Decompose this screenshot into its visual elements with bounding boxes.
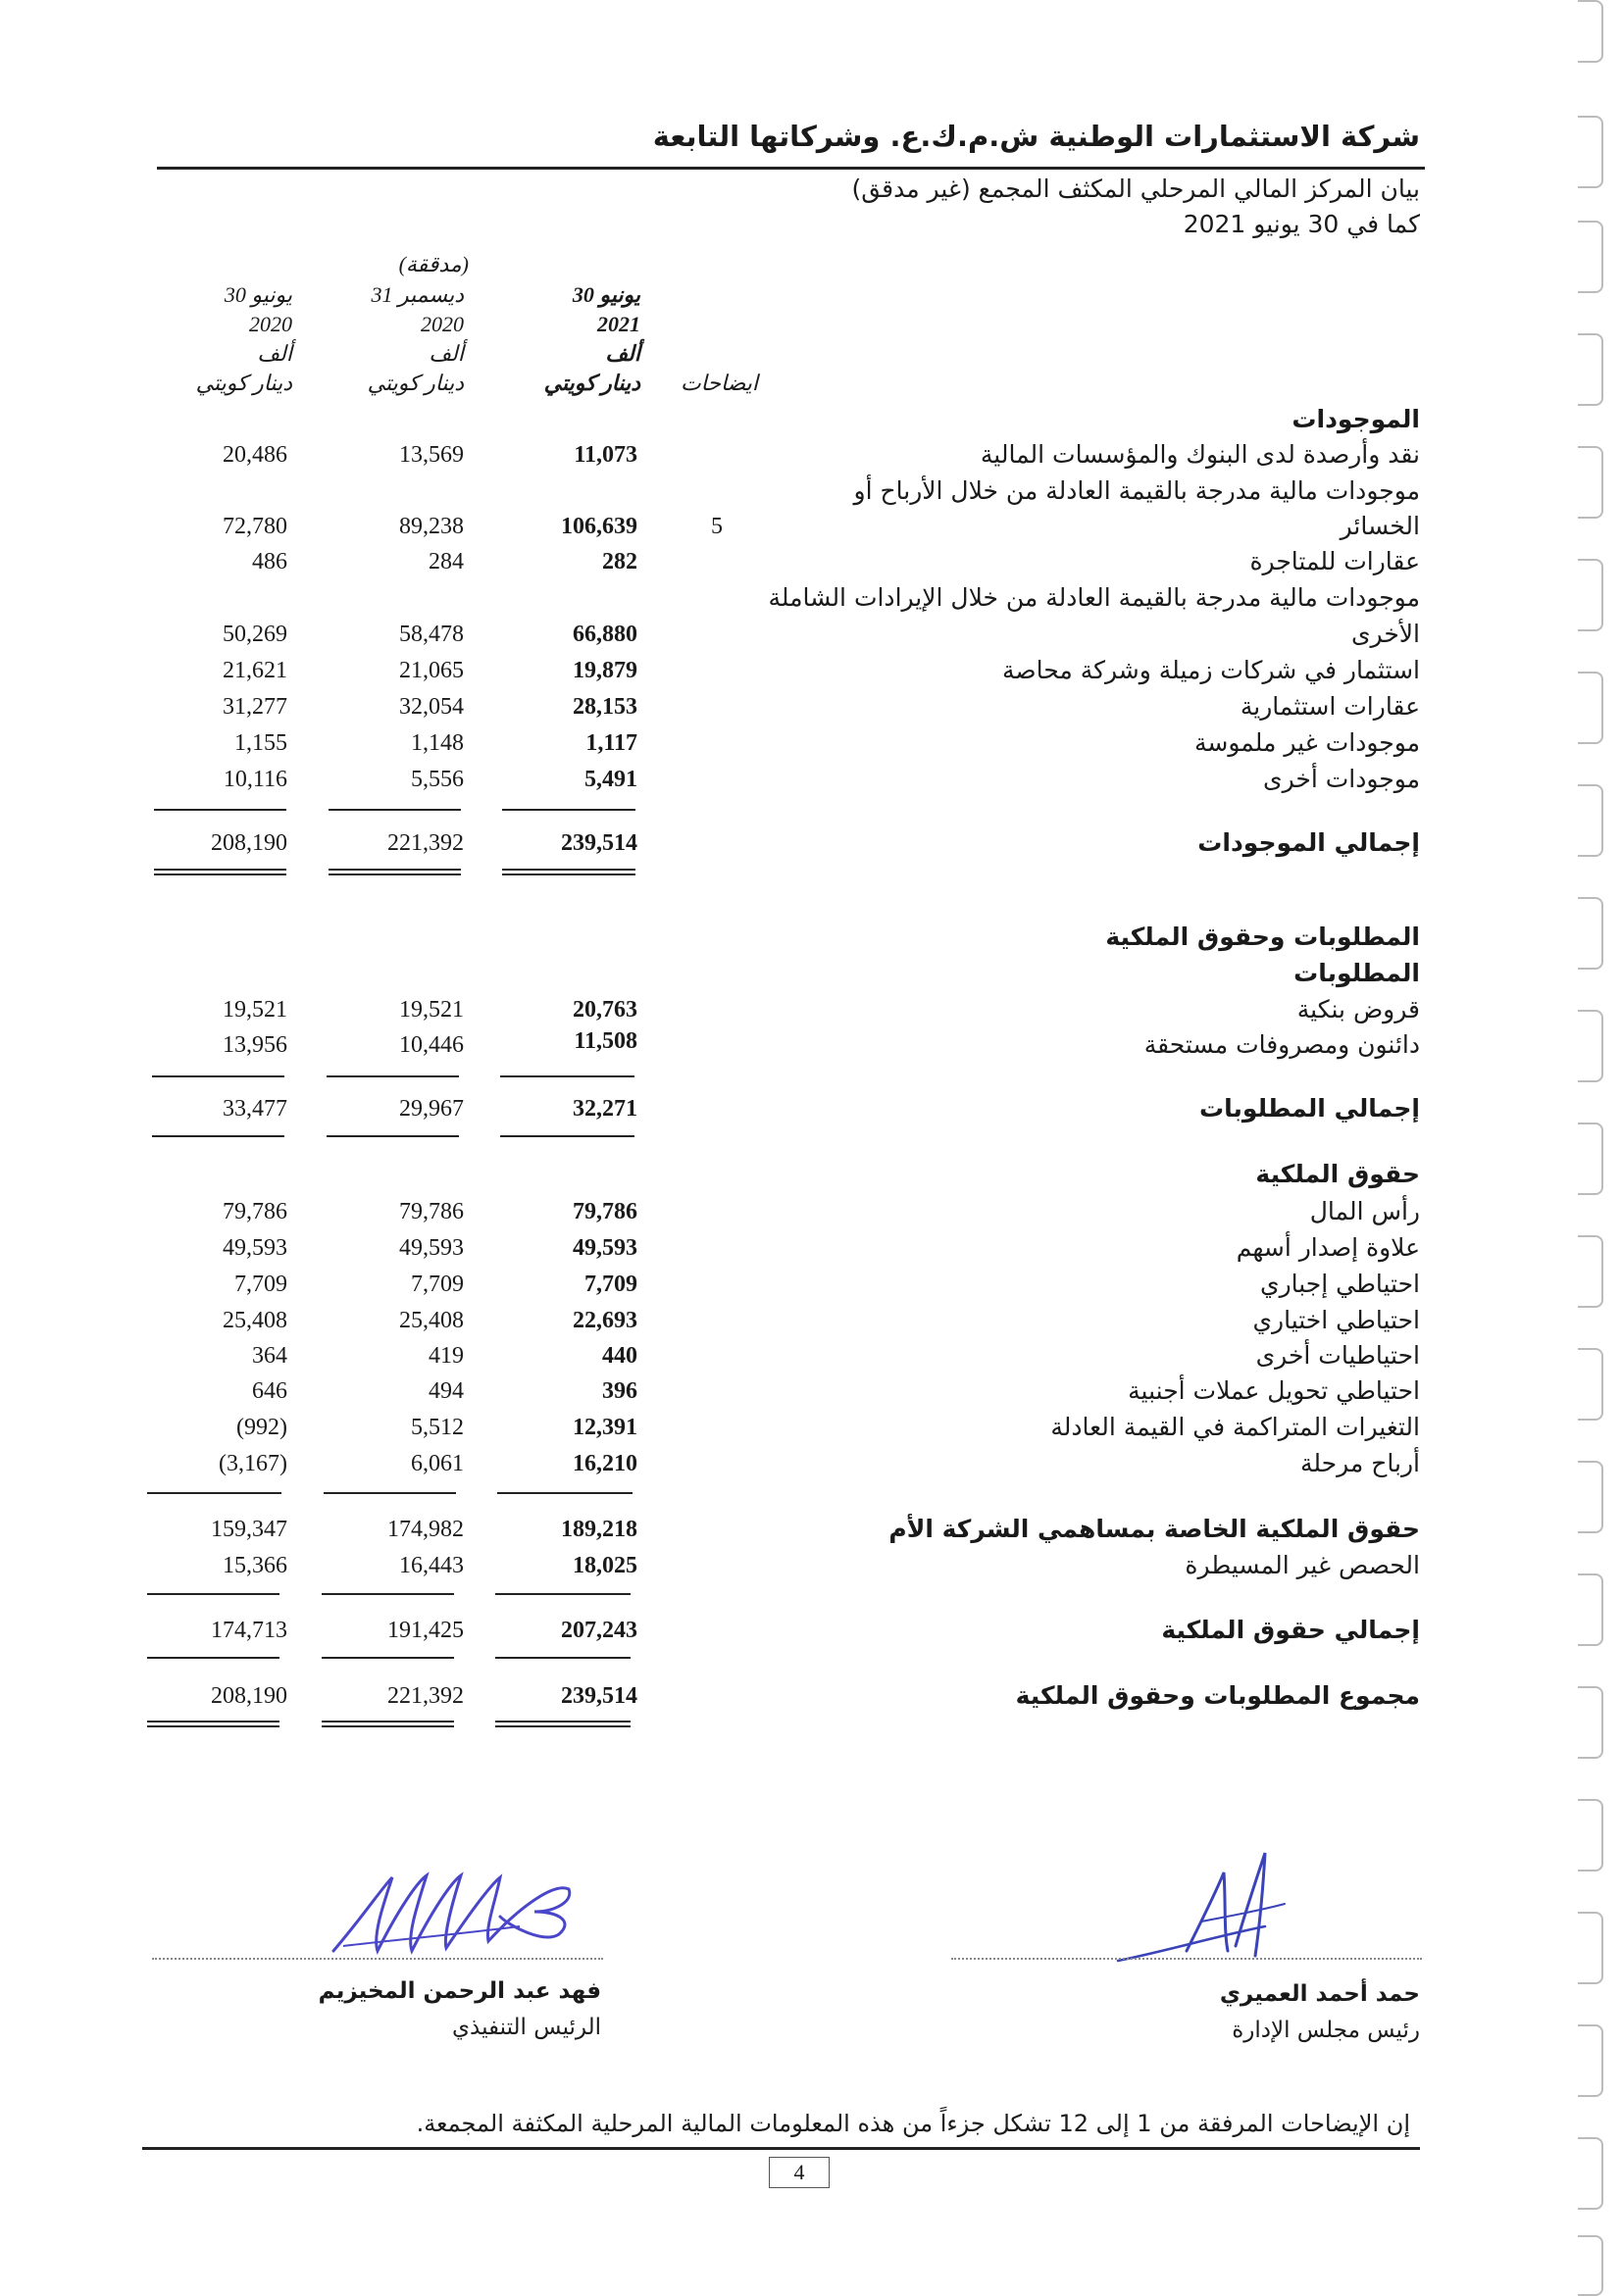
asset-value-2021: 28,153: [573, 694, 637, 720]
asset-value-jun2020: 50,269: [223, 622, 287, 647]
binder-mark: [1578, 333, 1603, 406]
equity-label: علاوة إصدار أسهم: [1236, 1233, 1420, 1262]
equity-value-dec2020: 79,786: [399, 1199, 464, 1224]
subtotal-rule: [327, 1075, 459, 1077]
total-equity-label: إجمالي حقوق الملكية: [1161, 1616, 1420, 1644]
col3-year: 2020: [249, 312, 292, 336]
binder-mark: [1578, 1686, 1603, 1759]
parent-equity-dec2020: 174,982: [387, 1517, 464, 1542]
col3-unit: ألف: [257, 341, 292, 366]
equity-label: رأس المال: [1309, 1197, 1420, 1225]
binder-mark: [1578, 1799, 1603, 1872]
subtotal-rule: [329, 809, 461, 811]
ceo-signature: [324, 1858, 598, 1966]
binder-mark: [1578, 1235, 1603, 1308]
page-number: 4: [769, 2157, 830, 2188]
total-double-rule: [329, 869, 461, 875]
asset-label: موجودات مالية مدرجة بالقيمة العادلة من خلال الإيرادات الشاملة: [768, 583, 1420, 612]
col1-unit: ألف: [605, 341, 640, 366]
equity-value-dec2020: 494: [429, 1378, 464, 1404]
ceo-signature-line: [152, 1958, 603, 1960]
binder-mark: [1578, 672, 1603, 744]
total-assets-label: إجمالي الموجودات: [1197, 828, 1420, 857]
liability-label: قروض بنكية: [1296, 995, 1420, 1023]
total-double-rule: [502, 869, 635, 875]
binder-mark: [1578, 1123, 1603, 1195]
total-liabilities-jun2020: 33,477: [223, 1096, 287, 1122]
nci-2021: 18,025: [573, 1553, 637, 1578]
equity-value-dec2020: 7,709: [411, 1272, 464, 1297]
asset-value-jun2020: 21,621: [223, 658, 287, 683]
asset-value-jun2020: 72,780: [223, 514, 287, 539]
chairman-signature-line: [951, 1958, 1422, 1960]
subtotal-rule: [495, 1593, 631, 1595]
liabilities-equity-heading: المطلوبات وحقوق الملكية: [1105, 923, 1420, 951]
total-assets-jun2020: 208,190: [211, 830, 287, 856]
subtotal-rule: [324, 1492, 456, 1494]
liability-label: دائنون ومصروفات مستحقة: [1143, 1030, 1420, 1059]
binder-mark: [1578, 784, 1603, 857]
col1-date: 30 يونيو: [572, 282, 640, 307]
parent-equity-label: حقوق الملكية الخاصة بمساهمي الشركة الأم: [888, 1515, 1420, 1543]
asset-value-2021: 19,879: [573, 658, 637, 683]
equity-label: احتياطي اختياري: [1252, 1306, 1420, 1334]
col2-header: [368, 280, 464, 398]
equity-value-dec2020: 5,512: [411, 1415, 464, 1440]
binder-mark: [1578, 116, 1603, 188]
col2-date: 31 ديسمبر: [371, 282, 464, 307]
equity-value-2021: 396: [602, 1378, 637, 1404]
col3-date: 30 يونيو: [224, 282, 292, 307]
asset-label: موجودات غير ملموسة: [1194, 728, 1420, 757]
equity-value-dec2020: 25,408: [399, 1308, 464, 1333]
asset-label: موجودات مالية مدرجة بالقيمة العادلة من خلال الأرباح أو: [853, 476, 1420, 505]
nci-jun2020: 15,366: [223, 1553, 287, 1578]
asset-value-dec2020: 284: [429, 549, 464, 574]
total-rule: [152, 1135, 284, 1137]
equity-value-2021: 16,210: [573, 1451, 637, 1476]
total-double-rule: [154, 869, 286, 875]
equity-value-jun2020: (992): [236, 1415, 287, 1440]
total-rule: [147, 1657, 279, 1659]
asset-label: استثمار في شركات زميلة وشركة محاصة: [1001, 656, 1420, 684]
asset-value-jun2020: 10,116: [223, 767, 287, 792]
grand-total-dec2020: 221,392: [387, 1683, 464, 1709]
total-equity-dec2020: 191,425: [387, 1618, 464, 1643]
footer-note: إن الإيضاحات المرفقة من 1 إلى 12 تشكل جزءاً من هذه المعلومات المالية المرحلية المكثفة المجمعة.: [416, 2110, 1410, 2137]
asset-value-dec2020: 5,556: [411, 767, 464, 792]
subtotal-rule: [500, 1075, 634, 1077]
asset-value-2021: 282: [602, 549, 637, 574]
col1-year: 2021: [597, 312, 640, 336]
footer-rule: [142, 2147, 1420, 2150]
asset-value-dec2020: 89,238: [399, 514, 464, 539]
binder-mark: [1578, 559, 1603, 631]
notes-header: ايضاحات: [680, 371, 758, 395]
asset-value-jun2020: 486: [252, 549, 287, 574]
equity-value-dec2020: 419: [429, 1343, 464, 1369]
equity-label: احتياطي تحويل عملات أجنبية: [1128, 1376, 1420, 1405]
binder-mark: [1578, 446, 1603, 519]
asset-label: عقارات للمتاجرة: [1249, 547, 1420, 575]
col1-header: [544, 280, 640, 398]
asset-label-cont: الأخرى: [1350, 620, 1420, 648]
asset-value-jun2020: 31,277: [223, 694, 287, 720]
total-rule: [500, 1135, 634, 1137]
asset-label-cont: الخسائر: [1340, 512, 1420, 540]
equity-label: أرباح مرحلة: [1300, 1449, 1420, 1477]
equity-value-2021: 79,786: [573, 1199, 637, 1224]
asset-value-2021: 66,880: [573, 622, 637, 647]
subtotal-rule: [502, 809, 635, 811]
liability-value-2021: 20,763: [573, 997, 637, 1023]
grand-total-jun2020: 208,190: [211, 1683, 287, 1709]
asset-value-2021: 5,491: [584, 767, 637, 792]
ceo-title: الرئيس التنفيذي: [452, 2015, 601, 2040]
total-double-rule: [495, 1721, 631, 1727]
equity-value-jun2020: (3,167): [219, 1451, 287, 1476]
equity-label: احتياطي إجباري: [1260, 1270, 1420, 1298]
equity-value-jun2020: 646: [252, 1378, 287, 1404]
grand-total-2021: 239,514: [561, 1683, 637, 1709]
total-rule: [327, 1135, 459, 1137]
binder-mark: [1578, 1348, 1603, 1421]
subtotal-rule: [147, 1593, 279, 1595]
total-double-rule: [322, 1721, 454, 1727]
binder-mark: [1578, 1010, 1603, 1082]
total-liabilities-label: إجمالي المطلوبات: [1199, 1094, 1420, 1123]
total-rule: [495, 1657, 631, 1659]
company-title: شركة الاستثمارات الوطنية ش.م.ك.ع. وشركاتها التابعة: [652, 120, 1420, 153]
asset-value-dec2020: 1,148: [411, 730, 464, 756]
col2-unit: ألف: [429, 341, 464, 366]
asset-value-dec2020: 58,478: [399, 622, 464, 647]
asset-value-2021: 11,073: [574, 442, 637, 468]
asset-value-jun2020: 1,155: [234, 730, 287, 756]
subtotal-rule: [154, 809, 286, 811]
equity-value-dec2020: 6,061: [411, 1451, 464, 1476]
nci-dec2020: 16,443: [399, 1553, 464, 1578]
binder-mark: [1578, 1912, 1603, 1984]
subtotal-rule: [497, 1492, 633, 1494]
liabilities-heading: المطلوبات: [1293, 959, 1420, 987]
liability-value-2021: 11,508: [574, 1028, 637, 1054]
statement-date: كما في 30 يونيو 2021: [1183, 210, 1420, 238]
equity-value-2021: 12,391: [573, 1415, 637, 1440]
equity-value-jun2020: 79,786: [223, 1199, 287, 1224]
binder-mark: [1578, 0, 1603, 63]
equity-value-jun2020: 25,408: [223, 1308, 287, 1333]
liability-value-dec2020: 19,521: [399, 997, 464, 1023]
statement-title: بيان المركز المالي المرحلي المكثف المجمع (غير مدقق): [851, 175, 1420, 203]
asset-label: موجودات أخرى: [1263, 765, 1420, 793]
total-double-rule: [147, 1721, 279, 1727]
binder-mark: [1578, 2137, 1603, 2210]
asset-label: عقارات استثمارية: [1240, 692, 1420, 721]
parent-equity-2021: 189,218: [561, 1517, 637, 1542]
liability-value-jun2020: 19,521: [223, 997, 287, 1023]
col2-year: 2020: [421, 312, 464, 336]
binder-mark: [1578, 897, 1603, 970]
asset-value-2021: 106,639: [561, 514, 637, 539]
col3-currency: دينار كويتي: [195, 371, 292, 395]
nci-label: الحصص غير المسيطرة: [1185, 1551, 1420, 1579]
note-ref: 5: [711, 514, 723, 539]
equity-value-jun2020: 7,709: [234, 1272, 287, 1297]
asset-value-dec2020: 32,054: [399, 694, 464, 720]
total-assets-2021: 239,514: [561, 830, 637, 856]
asset-label: نقد وأرصدة لدى البنوك والمؤسسات المالية: [980, 440, 1420, 469]
grand-total-label: مجموع المطلوبات وحقوق الملكية: [1015, 1681, 1420, 1710]
col1-currency: دينار كويتي: [543, 371, 640, 395]
equity-value-jun2020: 364: [252, 1343, 287, 1369]
header-rule: [157, 167, 1425, 170]
equity-heading: حقوق الملكية: [1255, 1160, 1420, 1188]
subtotal-rule: [147, 1492, 281, 1494]
chairman-name: حمد أحمد العميري: [1219, 1981, 1420, 2007]
subtotal-rule: [152, 1075, 284, 1077]
assets-heading: الموجودات: [1292, 405, 1420, 433]
ceo-name: فهد عبد الرحمن المخيزيم: [318, 1978, 601, 2004]
equity-value-2021: 22,693: [573, 1308, 637, 1333]
binder-mark: [1578, 1461, 1603, 1533]
asset-value-dec2020: 13,569: [399, 442, 464, 468]
equity-label: التغيرات المتراكمة في القيمة العادلة: [1050, 1413, 1420, 1441]
total-equity-jun2020: 174,713: [211, 1618, 287, 1643]
binder-mark: [1578, 221, 1603, 293]
total-assets-dec2020: 221,392: [387, 830, 464, 856]
binder-mark: [1578, 2024, 1603, 2097]
total-equity-2021: 207,243: [561, 1618, 637, 1643]
equity-value-2021: 440: [602, 1343, 637, 1369]
binder-mark: [1578, 2235, 1603, 2296]
binder-mark: [1578, 1573, 1603, 1646]
liability-value-jun2020: 13,956: [223, 1032, 287, 1058]
parent-equity-jun2020: 159,347: [211, 1517, 287, 1542]
asset-value-dec2020: 21,065: [399, 658, 464, 683]
equity-value-jun2020: 49,593: [223, 1235, 287, 1261]
audited-label: (مدققة): [398, 252, 469, 276]
chairman-title: رئيس مجلس الإدارة: [1232, 2018, 1420, 2043]
equity-value-dec2020: 49,593: [399, 1235, 464, 1261]
liability-value-dec2020: 10,446: [399, 1032, 464, 1058]
equity-label: احتياطيات أخرى: [1255, 1341, 1420, 1370]
subtotal-rule: [322, 1593, 454, 1595]
total-rule: [322, 1657, 454, 1659]
asset-value-2021: 1,117: [585, 730, 637, 756]
chairman-signature: [1108, 1843, 1334, 1971]
equity-value-2021: 49,593: [573, 1235, 637, 1261]
total-liabilities-2021: 32,271: [573, 1096, 637, 1122]
asset-value-jun2020: 20,486: [223, 442, 287, 468]
equity-value-2021: 7,709: [584, 1272, 637, 1297]
col2-currency: دينار كويتي: [367, 371, 464, 395]
total-liabilities-dec2020: 29,967: [399, 1096, 464, 1122]
col3-header: [196, 280, 292, 398]
